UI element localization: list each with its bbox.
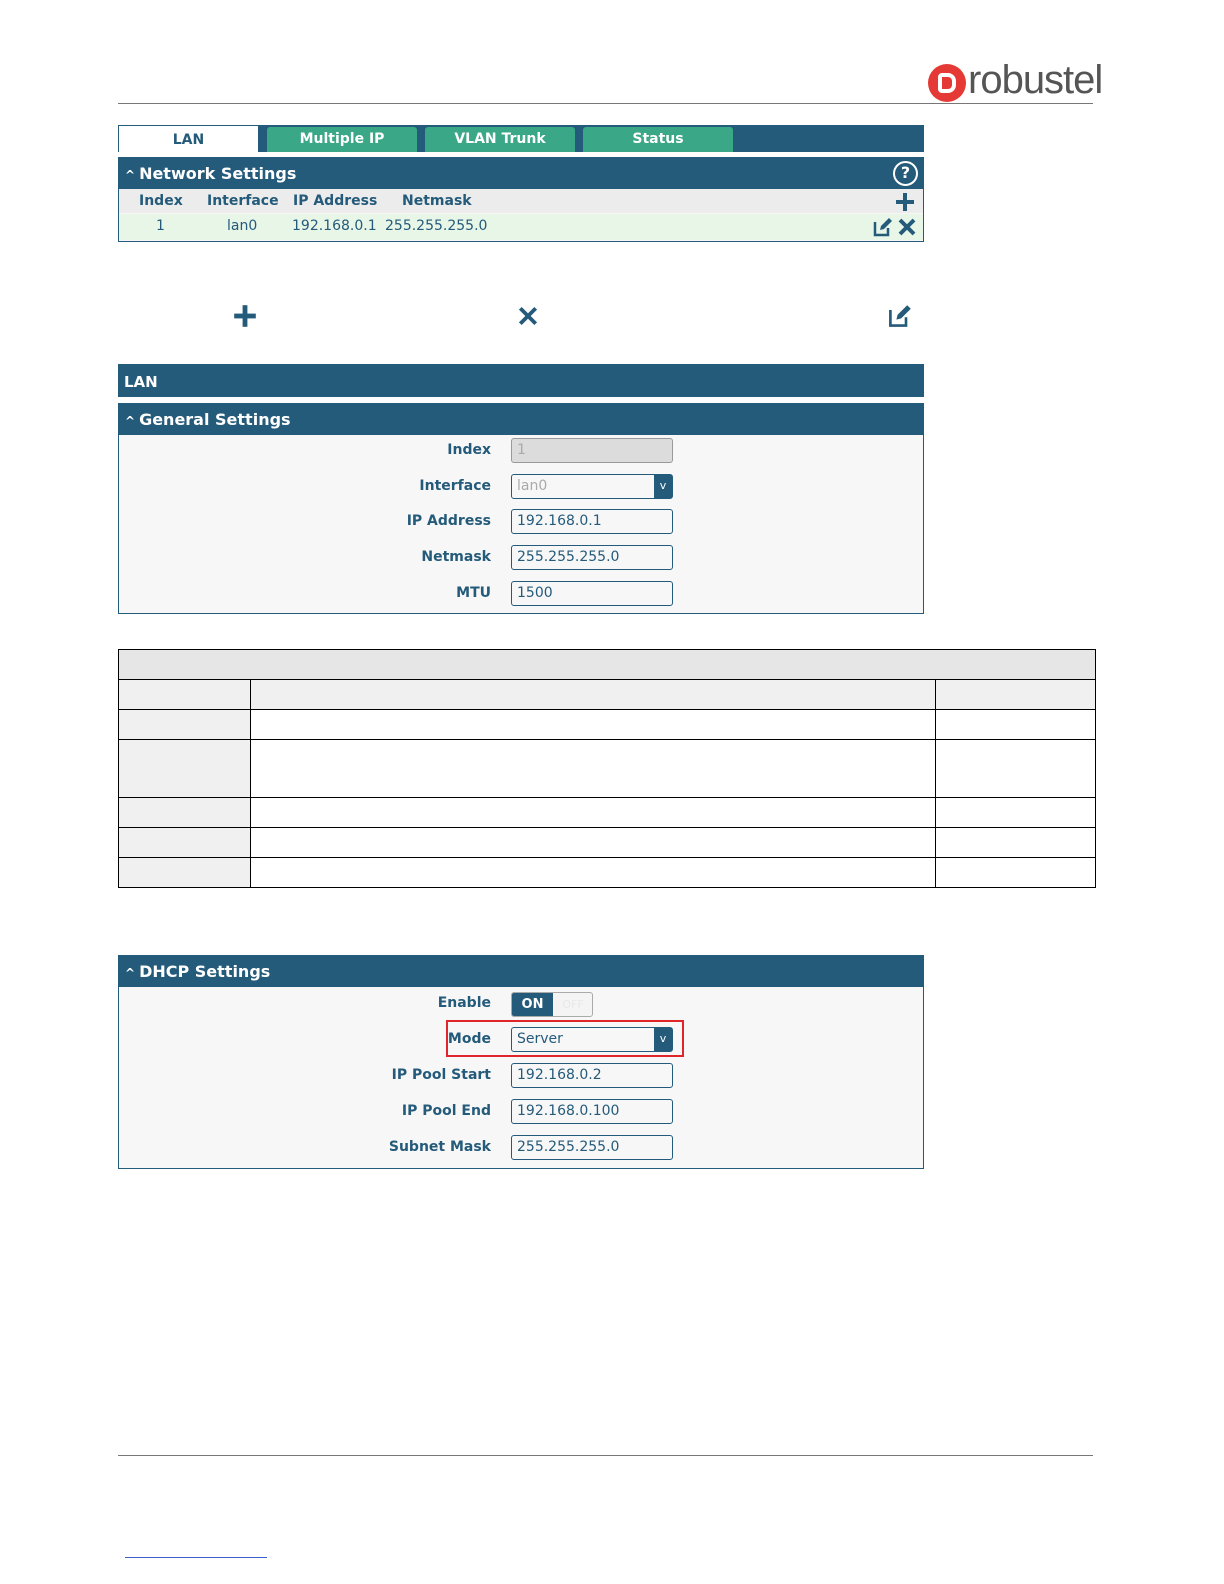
network-settings-panel [118,157,924,242]
row-netmask: 255.255.255.0 [385,218,488,234]
robustel-logo [928,58,1103,102]
ip-address-label: IP Address [406,513,491,529]
edit-icon[interactable] [873,217,893,237]
header-divider [118,103,1093,104]
tab-lan[interactable]: LAN [118,125,259,152]
mode-label: Mode [447,1031,491,1047]
footer-divider [118,1455,1093,1456]
collapse-caret-icon: ^ [125,966,136,980]
netmask-input[interactable]: 255.255.255.0 [511,545,673,570]
table-header-row [119,680,1096,710]
pool-start-label: IP Pool Start [391,1067,491,1083]
enable-toggle[interactable] [511,992,593,1017]
row-ip: 192.168.0.1 [292,218,377,234]
table-row [119,828,1096,858]
logo-text: robustel [968,58,1103,102]
netmask-label: Netmask [421,549,491,565]
table-title-row [119,650,1096,680]
help-icon[interactable]: ? [893,161,918,186]
interface-value: lan0 [517,478,548,494]
edit-icon [888,304,912,328]
tab-status[interactable]: Status [583,127,733,152]
pool-end-label: IP Pool End [401,1103,491,1119]
general-settings-header[interactable] [119,404,923,435]
collapse-caret-icon: ^ [125,414,136,428]
parameter-table [118,649,1096,888]
footer-link[interactable] [125,1557,267,1558]
interface-select [511,474,673,499]
lan-section-bar: LAN [118,364,924,397]
dhcp-settings-title: DHCP Settings [139,962,271,981]
delete-icon[interactable] [897,217,917,237]
subnet-mask-input[interactable]: 255.255.255.0 [511,1135,673,1160]
mtu-input[interactable]: 1500 [511,581,673,606]
col-netmask: Netmask [402,193,472,209]
plus-icon [233,304,257,328]
network-settings-header[interactable] [119,158,923,189]
toggle-on: ON [512,993,553,1016]
table-header-row [119,189,923,213]
tab-vlan-trunk[interactable]: VLAN Trunk [425,127,575,152]
chevron-down-icon: v [654,1028,672,1051]
index-label: Index [447,442,491,458]
logo-mark-icon [928,64,966,102]
network-settings-title: Network Settings [139,164,297,183]
table-row [119,214,923,240]
enable-label: Enable [437,995,491,1011]
mode-select[interactable] [511,1027,673,1052]
general-settings-title: General Settings [139,410,291,429]
col-ip-address: IP Address [293,193,378,209]
col-interface: Interface [207,193,279,209]
col-index: Index [139,193,183,209]
pool-end-input[interactable]: 192.168.0.100 [511,1099,673,1124]
interface-label: Interface [419,478,491,494]
x-icon [517,305,539,327]
index-input: 1 [511,438,673,463]
collapse-caret-icon: ^ [125,168,136,182]
toggle-off: OFF [562,998,584,1011]
table-row [119,740,1096,798]
mode-value: Server [517,1031,563,1047]
tab-bar [118,125,924,152]
pool-start-input[interactable]: 192.168.0.2 [511,1063,673,1088]
table-row [119,710,1096,740]
add-icon[interactable] [895,192,915,212]
row-index: 1 [156,218,165,234]
tab-multiple-ip[interactable]: Multiple IP [267,127,417,152]
table-row [119,858,1096,888]
dhcp-settings-header[interactable] [119,956,923,987]
table-row [119,798,1096,828]
row-interface: lan0 [227,218,258,234]
chevron-down-icon: v [654,475,672,498]
subnet-mask-label: Subnet Mask [388,1139,491,1155]
mtu-label: MTU [456,585,491,601]
ip-address-input[interactable]: 192.168.0.1 [511,509,673,534]
